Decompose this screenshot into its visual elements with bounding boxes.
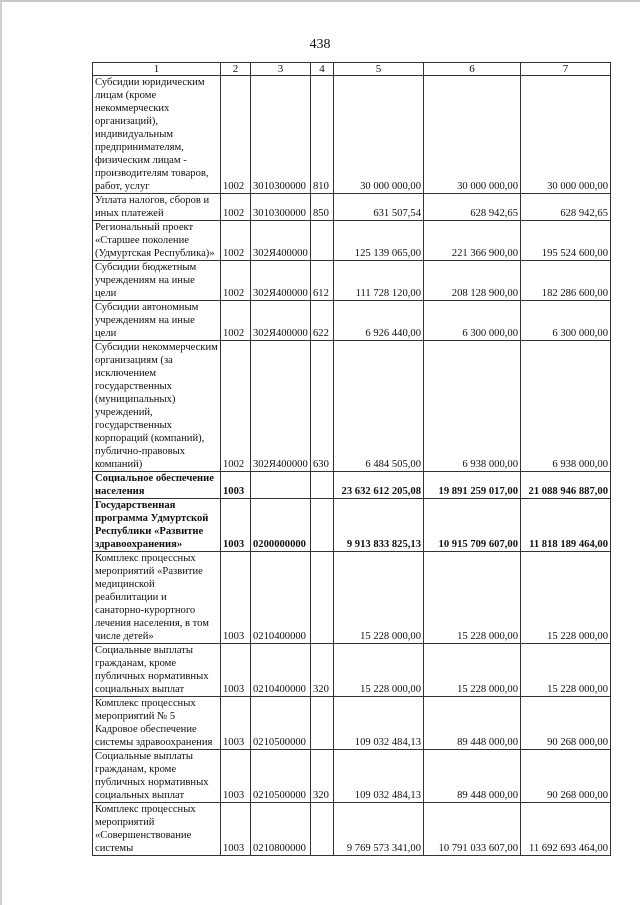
amount-col7-cell: 628 942,65 — [521, 194, 611, 221]
amount-col6-cell: 19 891 259 017,00 — [424, 472, 521, 499]
row-name-cell: Уплата налогов, сборов и иных платежей — [93, 194, 221, 221]
row-name-cell: Комплекс процессных мероприятий № 5 Кадровое обеспечение системы здравоохранения — [93, 697, 221, 750]
section-code-cell: 1003 — [221, 552, 251, 644]
table-row — [93, 221, 611, 261]
table-row — [93, 76, 611, 194]
row-name-cell: Региональный проект «Старшее поколение (Удмуртская Республика)» — [93, 221, 221, 261]
amount-col7-cell: 6 300 000,00 — [521, 301, 611, 341]
amount-col5-cell: 111 728 120,00 — [334, 261, 424, 301]
amount-col6-cell: 15 228 000,00 — [424, 552, 521, 644]
amount-col5-cell: 125 139 065,00 — [334, 221, 424, 261]
section-code-cell: 1002 — [221, 341, 251, 472]
amount-col5-cell: 9 769 573 341,00 — [334, 803, 424, 856]
table-row — [93, 552, 611, 644]
amount-col7-cell: 195 524 600,00 — [521, 221, 611, 261]
amount-col5-cell: 30 000 000,00 — [334, 76, 424, 194]
amount-col6-cell: 208 128 900,00 — [424, 261, 521, 301]
amount-col7-cell: 21 088 946 887,00 — [521, 472, 611, 499]
amount-col5-cell: 109 032 484,13 — [334, 697, 424, 750]
row-name-cell: Комплекс процессных мероприятий «Развитие медицинской реабилитации и санаторно-курортного лечения населения, в том числе детей» — [93, 552, 221, 644]
amount-col7-cell: 11 692 693 464,00 — [521, 803, 611, 856]
row-name-cell: Субсидии некоммерческим организациям (за исключением государственных (муниципальных) учреждений, государственных корпораций (компаний), публично-правовых компаний) — [93, 341, 221, 472]
amount-col5-cell: 15 228 000,00 — [334, 552, 424, 644]
section-code-cell: 1003 — [221, 697, 251, 750]
column-header: 6 — [424, 63, 521, 76]
target-code-cell: 302Я400000 — [251, 341, 311, 472]
amount-col6-cell: 10 791 033 607,00 — [424, 803, 521, 856]
table-row — [93, 644, 611, 697]
section-code-cell: 1003 — [221, 750, 251, 803]
amount-col6-cell: 628 942,65 — [424, 194, 521, 221]
expense-type-cell — [311, 697, 334, 750]
amount-col5-cell: 6 926 440,00 — [334, 301, 424, 341]
target-code-cell: 302Я400000 — [251, 301, 311, 341]
row-name-cell: Социальное обеспечение населения — [93, 472, 221, 499]
row-name-cell: Субсидии автономным учреждениям на иные цели — [93, 301, 221, 341]
table-row — [93, 750, 611, 803]
row-name-cell: Субсидии бюджетным учреждениям на иные цели — [93, 261, 221, 301]
target-code-cell: 0210800000 — [251, 803, 311, 856]
section-code-cell: 1002 — [221, 76, 251, 194]
table-row — [93, 341, 611, 472]
expense-type-cell: 622 — [311, 301, 334, 341]
section-code-cell: 1003 — [221, 644, 251, 697]
table-row — [93, 697, 611, 750]
expense-type-cell: 320 — [311, 644, 334, 697]
section-code-cell: 1002 — [221, 261, 251, 301]
amount-col6-cell: 6 938 000,00 — [424, 341, 521, 472]
table-row — [93, 261, 611, 301]
row-name-cell: Субсидии юридическим лицам (кроме некоммерческих организаций), индивидуальным предпринимателям, физическим лицам - производителям товаров, работ, услуг — [93, 76, 221, 194]
table-body — [93, 76, 611, 856]
expense-type-cell — [311, 472, 334, 499]
amount-col7-cell: 6 938 000,00 — [521, 341, 611, 472]
target-code-cell: 0210400000 — [251, 552, 311, 644]
budget-table — [92, 62, 611, 856]
target-code-cell: 0210500000 — [251, 750, 311, 803]
target-code-cell: 3010300000 — [251, 194, 311, 221]
column-header: 3 — [251, 63, 311, 76]
amount-col5-cell: 109 032 484,13 — [334, 750, 424, 803]
amount-col6-cell: 89 448 000,00 — [424, 750, 521, 803]
amount-col7-cell: 30 000 000,00 — [521, 76, 611, 194]
amount-col7-cell: 11 818 189 464,00 — [521, 499, 611, 552]
amount-col5-cell: 23 632 612 205,08 — [334, 472, 424, 499]
amount-col5-cell: 15 228 000,00 — [334, 644, 424, 697]
target-code-cell — [251, 472, 311, 499]
amount-col5-cell: 631 507,54 — [334, 194, 424, 221]
page-number: 438 — [309, 37, 331, 52]
amount-col6-cell: 89 448 000,00 — [424, 697, 521, 750]
amount-col6-cell: 221 366 900,00 — [424, 221, 521, 261]
column-header: 4 — [311, 63, 334, 76]
amount-col7-cell: 15 228 000,00 — [521, 644, 611, 697]
row-name-cell: Социальные выплаты гражданам, кроме публичных нормативных социальных выплат — [93, 644, 221, 697]
amount-col6-cell: 6 300 000,00 — [424, 301, 521, 341]
expense-type-cell: 810 — [311, 76, 334, 194]
amount-col6-cell: 30 000 000,00 — [424, 76, 521, 194]
table-row — [93, 194, 611, 221]
expense-type-cell: 630 — [311, 341, 334, 472]
target-code-cell: 302Я400000 — [251, 221, 311, 261]
column-header: 1 — [93, 63, 221, 76]
amount-col7-cell: 90 268 000,00 — [521, 750, 611, 803]
expense-type-cell: 612 — [311, 261, 334, 301]
amount-col7-cell: 15 228 000,00 — [521, 552, 611, 644]
amount-col6-cell: 10 915 709 607,00 — [424, 499, 521, 552]
target-code-cell: 302Я400000 — [251, 261, 311, 301]
column-header: 2 — [221, 63, 251, 76]
table-row — [93, 301, 611, 341]
amount-col5-cell: 9 913 833 825,13 — [334, 499, 424, 552]
target-code-cell: 3010300000 — [251, 76, 311, 194]
amount-col7-cell: 90 268 000,00 — [521, 697, 611, 750]
section-code-cell: 1002 — [221, 301, 251, 341]
amount-col7-cell: 182 286 600,00 — [521, 261, 611, 301]
row-name-cell: Государственная программа Удмуртской Республики «Развитие здравоохранения» — [93, 499, 221, 552]
column-header: 7 — [521, 63, 611, 76]
target-code-cell: 0210400000 — [251, 644, 311, 697]
target-code-cell: 0210500000 — [251, 697, 311, 750]
table-row — [93, 499, 611, 552]
amount-col6-cell: 15 228 000,00 — [424, 644, 521, 697]
column-header: 5 — [334, 63, 424, 76]
expense-type-cell — [311, 499, 334, 552]
section-code-cell: 1002 — [221, 194, 251, 221]
row-name-cell: Комплекс процессных мероприятий «Совершенствование системы — [93, 803, 221, 856]
section-code-cell: 1003 — [221, 472, 251, 499]
table-row — [93, 803, 611, 856]
target-code-cell: 0200000000 — [251, 499, 311, 552]
expense-type-cell: 850 — [311, 194, 334, 221]
header-row — [93, 63, 611, 76]
expense-type-cell — [311, 221, 334, 261]
row-name-cell: Социальные выплаты гражданам, кроме публичных нормативных социальных выплат — [93, 750, 221, 803]
table-row — [93, 472, 611, 499]
section-code-cell: 1002 — [221, 221, 251, 261]
section-code-cell: 1003 — [221, 499, 251, 552]
amount-col5-cell: 6 484 505,00 — [334, 341, 424, 472]
section-code-cell: 1003 — [221, 803, 251, 856]
expense-type-cell — [311, 552, 334, 644]
expense-type-cell: 320 — [311, 750, 334, 803]
expense-type-cell — [311, 803, 334, 856]
